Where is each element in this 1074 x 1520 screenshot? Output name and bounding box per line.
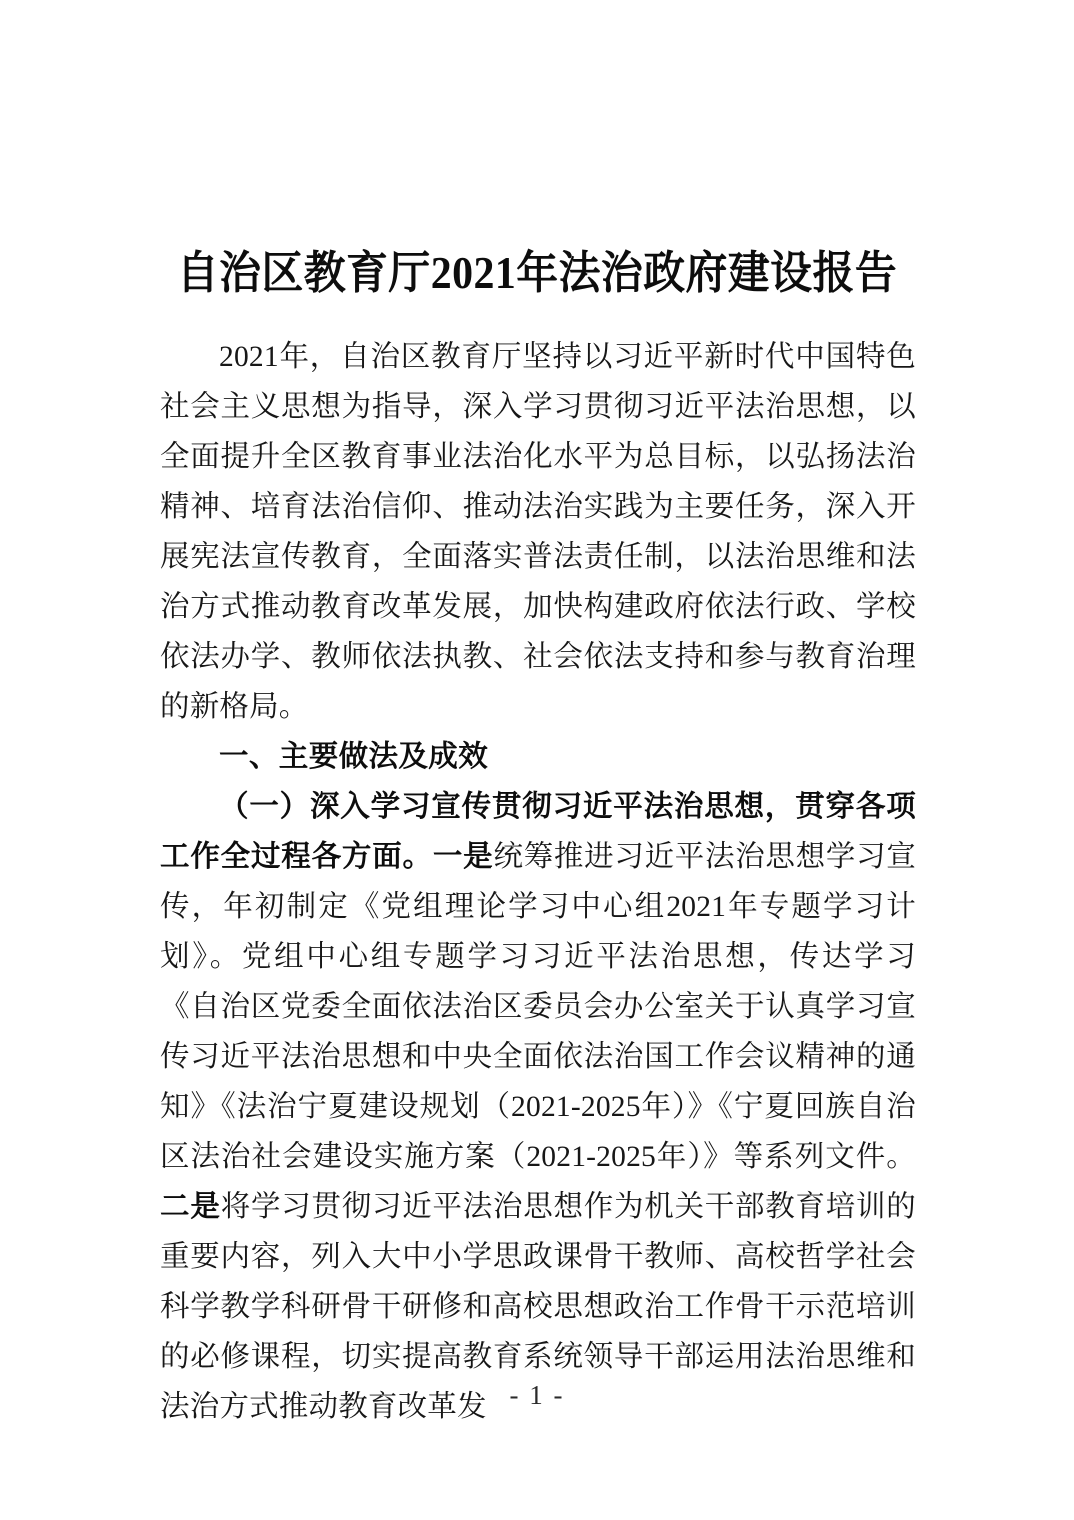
- point-one-label: 一是: [432, 841, 494, 873]
- subsection-one-lead: （一）深入学习宣传贯彻习近平法治思想，贯穿各项工作全过程各方面。: [160, 791, 916, 873]
- page-title: 自治区教育厅2021年法治政府建设报告: [176, 248, 898, 299]
- section-heading-one: 一、主要做法及成效: [219, 740, 489, 773]
- point-two-label: 二是: [160, 1191, 221, 1223]
- document-body: [160, 332, 916, 1432]
- point-one-text: 统筹推进习近平法治思想学习宣传，年初制定《党组理论学习中心组2021年专题学习计划》。党组中心组专题学习习近平法治思想，传达学习《自治区党委全面依法治区委员会办公室关于认真学习宣传习近平法治思想和中央全面依法治国工作会议精神的通知》《法治宁夏建设规划（2021-2025年）》《宁夏回族自治区法治社会建设实施方案（2021-2025年）》等系列文件。: [160, 841, 916, 1173]
- page-number-footer: - 1 -: [509, 1380, 565, 1410]
- intro-paragraph: 2021年，自治区教育厅坚持以习近平新时代中国特色社会主义思想为指导，深入学习贯彻习近平法治思想，以全面提升全区教育事业法治化水平为总目标，以弘扬法治精神、培育法治信仰、推动法治实践为主要任务，深入开展宪法宣传教育，全面落实普法责任制，以法治思维和法治方式推动教育改革发展，加快构建政府依法行政、学校依法办学、教师依法执教、社会依法支持和参与教育治理的新格局。: [160, 341, 916, 723]
- point-two-text: 将学习贯彻习近平法治思想作为机关干部教育培训的重要内容，列入大中小学思政课骨干教师、高校哲学社会科学教学科研骨干研修和高校思想政治工作骨干示范培训的必修课程，切实提高教育系统领导干部运用法治思维和法治方式推动教育改革发: [160, 1191, 916, 1423]
- subsection-one-paragraph: [160, 782, 916, 1432]
